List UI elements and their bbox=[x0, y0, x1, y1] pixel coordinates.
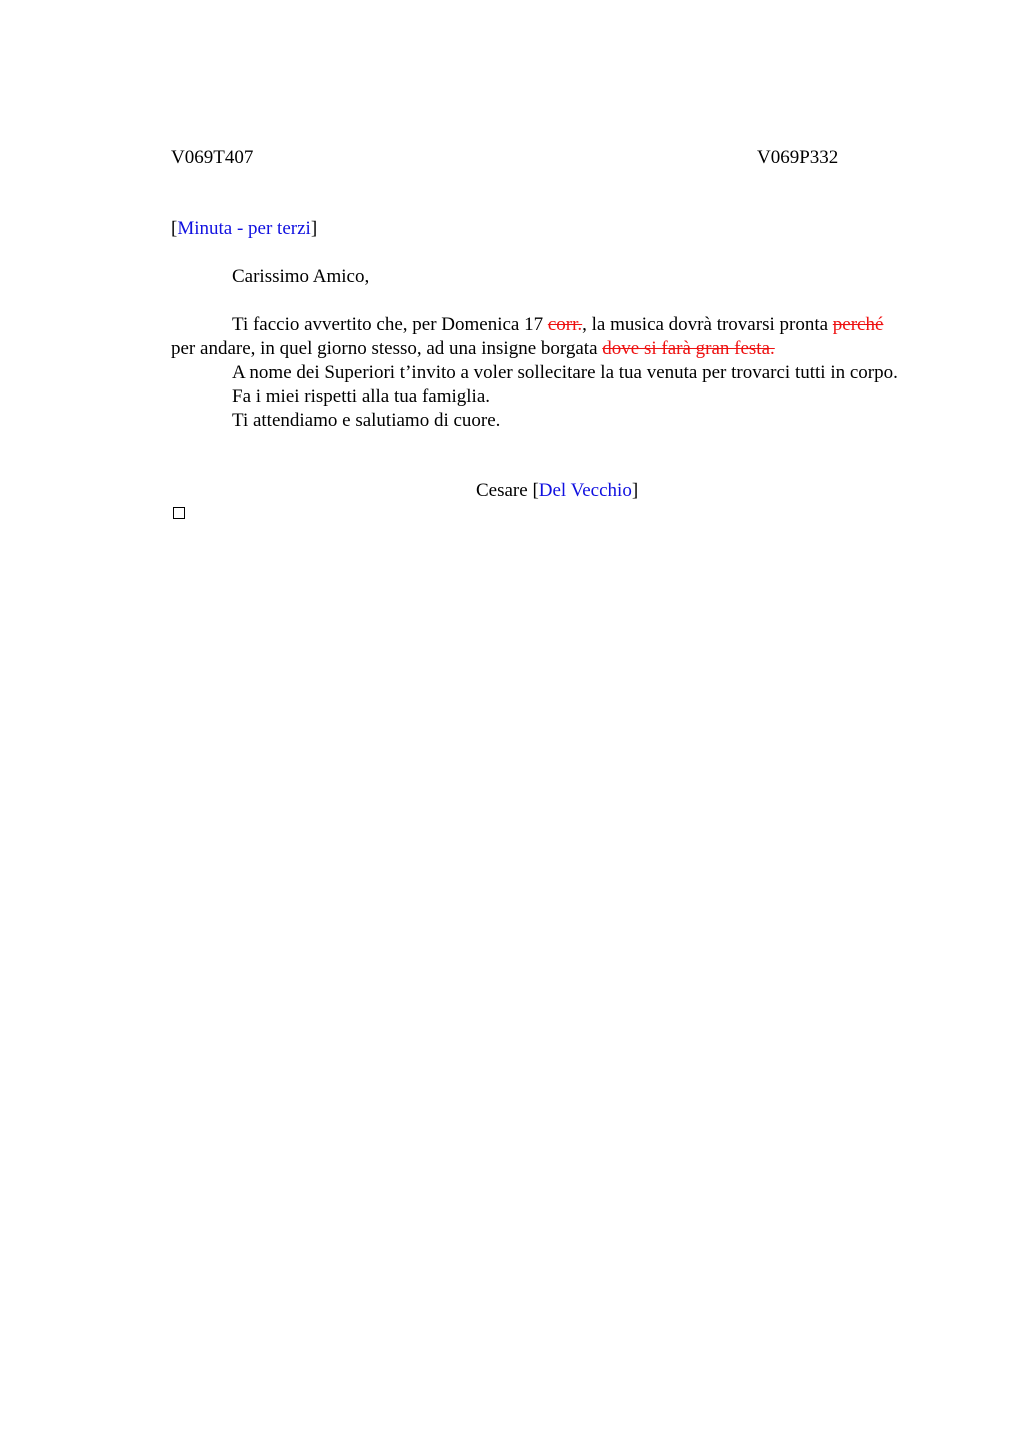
paragraph-1-text-a: Ti faccio avvertito che, per Domenica 17 bbox=[232, 314, 548, 335]
deleted-text: dove si farà gran festa. bbox=[602, 338, 775, 359]
paragraph-4: Ti attendiamo e salutiamo di cuore. bbox=[232, 410, 501, 431]
signature-open-bracket: [ bbox=[532, 480, 539, 501]
signature-name: Cesare bbox=[476, 480, 533, 501]
signature-close-bracket: ] bbox=[631, 480, 639, 501]
document-code-left: V069T407 bbox=[171, 147, 254, 168]
note-text: Minuta - per terzi bbox=[177, 218, 311, 239]
paragraph-2: A nome dei Superiori t’invito a voler sollecitare la tua venuta per trovarci tutti in corpo. bbox=[232, 362, 898, 383]
document-code-right: V069P332 bbox=[757, 147, 839, 168]
end-of-document-box-icon bbox=[173, 507, 185, 519]
salutation: Carissimo Amico, bbox=[232, 266, 370, 287]
paragraph-3: Fa i miei rispetti alla tua famiglia. bbox=[232, 386, 491, 407]
signature bbox=[476, 480, 638, 502]
paragraph-1 bbox=[171, 313, 911, 361]
paragraph-1-text-b: , la musica dovrà trovarsi pronta bbox=[582, 314, 833, 335]
letter-body bbox=[171, 313, 911, 433]
signature-surname: Del Vecchio bbox=[538, 480, 632, 501]
note-close-bracket: ] bbox=[310, 218, 318, 239]
deleted-text: perché bbox=[832, 314, 884, 335]
paragraph-1-text-c: per andare, in quel giorno stesso, ad una insigne borgata bbox=[171, 338, 603, 359]
editorial-note bbox=[171, 218, 317, 240]
note-open-bracket: [ bbox=[171, 218, 178, 239]
deleted-text: corr. bbox=[547, 314, 583, 335]
